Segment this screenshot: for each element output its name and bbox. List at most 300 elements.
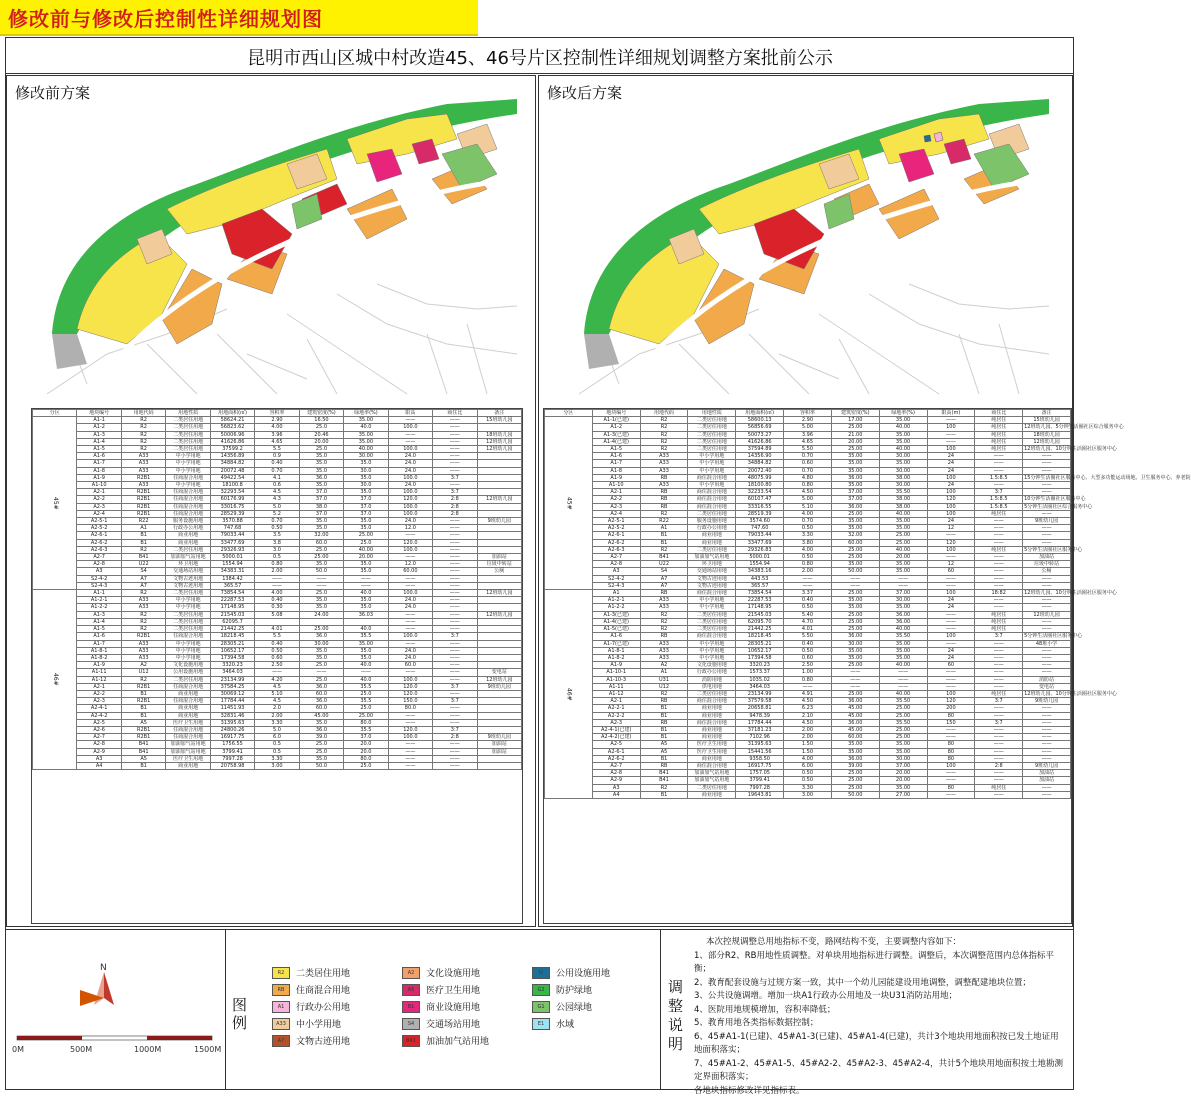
table-cell: 0.70 bbox=[784, 518, 832, 525]
table-cell: 二类居住用地 bbox=[166, 618, 210, 625]
table-cell: 12班幼儿园 bbox=[477, 446, 521, 453]
table-cell: —— bbox=[784, 582, 832, 589]
table-cell: 100.0 bbox=[388, 503, 432, 510]
table-cell: —— bbox=[975, 568, 1023, 575]
table-cell: 37.00 bbox=[831, 489, 879, 496]
table-cell: —— bbox=[975, 604, 1023, 611]
table-cell: R2 bbox=[121, 676, 165, 683]
table-cell: —— bbox=[1023, 741, 1071, 748]
table-cell: 24 bbox=[927, 453, 975, 460]
table-cell: —— bbox=[927, 582, 975, 589]
table-cell: —— bbox=[927, 554, 975, 561]
table-cell: 1.5:8.5 bbox=[975, 496, 1023, 503]
table-row bbox=[545, 575, 1071, 582]
table-cell: —— bbox=[433, 532, 477, 539]
table-cell: —— bbox=[975, 532, 1023, 539]
table-cell: —— bbox=[255, 669, 299, 676]
green-park-mid bbox=[292, 194, 322, 229]
table-cell: 中小学用地 bbox=[688, 654, 736, 661]
table-cell: 100.0 bbox=[388, 424, 432, 431]
table-cell: 20.0 bbox=[344, 741, 388, 748]
legend-swatch: A33 bbox=[272, 1018, 290, 1030]
table-row bbox=[33, 597, 522, 604]
table-cell: 中小学用地 bbox=[166, 647, 210, 654]
table-cell bbox=[477, 546, 521, 553]
table-cell: 60 bbox=[927, 568, 975, 575]
table-cell: 20658.81 bbox=[736, 705, 784, 712]
table-cell: 747.60 bbox=[736, 525, 784, 532]
table-header-cell: 绿地率(%) bbox=[344, 410, 388, 417]
table-cell: 4.00 bbox=[255, 424, 299, 431]
table-cell: 1.50 bbox=[784, 748, 832, 755]
table-cell: 12 bbox=[927, 525, 975, 532]
table-cell: 20.00 bbox=[299, 438, 343, 445]
table-cell: 加油加气站用地 bbox=[688, 777, 736, 784]
table-cell: 35.0 bbox=[299, 525, 343, 532]
table-cell: —— bbox=[927, 626, 975, 633]
table-cell: 公用设施用地 bbox=[166, 669, 210, 676]
table-cell: 40.00 bbox=[879, 546, 927, 553]
yellow-residential-ne bbox=[879, 114, 989, 164]
table-row bbox=[33, 705, 522, 712]
table-cell: A2-4-1 bbox=[77, 705, 121, 712]
table-cell: 二类居住用地 bbox=[688, 424, 736, 431]
table-cell: A2-8 bbox=[77, 561, 121, 568]
table-cell bbox=[255, 618, 299, 625]
table-cell: 25.00 bbox=[831, 611, 879, 618]
table-row bbox=[545, 741, 1071, 748]
table-cell: 2:8 bbox=[433, 496, 477, 503]
table-cell: B1 bbox=[640, 755, 688, 762]
table-cell: 加油加气站用地 bbox=[166, 554, 210, 561]
title-divider bbox=[5, 73, 1074, 74]
table-cell: 二类居住用地 bbox=[166, 446, 210, 453]
table-cell: 消防用地 bbox=[688, 676, 736, 683]
table-cell: A1-5 bbox=[77, 446, 121, 453]
table-cell: 35.00 bbox=[831, 482, 879, 489]
table-cell: 80 bbox=[927, 741, 975, 748]
table-cell: 35.0 bbox=[344, 647, 388, 654]
table-cell: 17394.58 bbox=[736, 654, 784, 661]
table-cell: A1-2 bbox=[77, 424, 121, 431]
table-cell: 2.00 bbox=[255, 568, 299, 575]
table-cell: 35.00 bbox=[879, 518, 927, 525]
table-cell: B41 bbox=[640, 554, 688, 561]
table-cell: A33 bbox=[640, 467, 688, 474]
table-cell: 35.00 bbox=[831, 460, 879, 467]
table-cell: —— bbox=[927, 575, 975, 582]
legend bbox=[272, 966, 652, 1056]
table-cell: 16.50 bbox=[299, 417, 343, 424]
table-cell: A2-9 bbox=[77, 748, 121, 755]
table-cell: 25.0 bbox=[299, 446, 343, 453]
table-cell: —— bbox=[433, 755, 477, 762]
table-cell: A2-5 bbox=[592, 741, 640, 748]
table-cell: 28519.39 bbox=[736, 510, 784, 517]
table-cell: 35.00 bbox=[879, 561, 927, 568]
table-cell: 2.90 bbox=[784, 417, 832, 424]
bottom-divider bbox=[5, 929, 1074, 930]
table-cell: 80.0 bbox=[388, 705, 432, 712]
table-cell: 12班幼儿园 bbox=[1023, 438, 1071, 445]
table-cell: 商业用地 bbox=[688, 734, 736, 741]
table-cell: 20.46 bbox=[299, 431, 343, 438]
fire-station-plot bbox=[924, 135, 931, 142]
table-cell: 4.80 bbox=[784, 474, 832, 481]
table-cell: A1 bbox=[121, 525, 165, 532]
table-cell: A33 bbox=[121, 460, 165, 467]
legend-item bbox=[532, 966, 610, 979]
table-row bbox=[545, 734, 1071, 741]
table-cell: 行政办公用地 bbox=[166, 525, 210, 532]
table-cell: —— bbox=[975, 662, 1023, 669]
table-cell: 商业用地 bbox=[688, 539, 736, 546]
legend-divider-left bbox=[225, 929, 226, 1090]
table-cell: A2-4 bbox=[77, 510, 121, 517]
table-cell: A2-2 bbox=[77, 496, 121, 503]
table-cell: 中小学用地 bbox=[688, 453, 736, 460]
table-cell: 14356.90 bbox=[736, 453, 784, 460]
table-cell: 5000.01 bbox=[736, 554, 784, 561]
table-header-cell: 建筑密度(%) bbox=[299, 410, 343, 417]
table-cell: 60107.47 bbox=[736, 496, 784, 503]
table-cell: 环卫用地 bbox=[688, 561, 736, 568]
table-cell: 中小学用地 bbox=[166, 654, 210, 661]
table-row bbox=[33, 539, 522, 546]
table-cell: A1-9 bbox=[592, 662, 640, 669]
table-cell: —— bbox=[1023, 748, 1071, 755]
table-row bbox=[545, 784, 1071, 791]
table-cell: 中小学用地 bbox=[688, 597, 736, 604]
table-row bbox=[33, 496, 522, 503]
table-cell: 32831.46 bbox=[210, 712, 254, 719]
table-cell: 3320.23 bbox=[210, 662, 254, 669]
table-cell: 3.00 bbox=[255, 762, 299, 769]
table-cell: 35.0 bbox=[299, 604, 343, 611]
table-cell: 4.01 bbox=[784, 626, 832, 633]
table-cell: 40.0 bbox=[344, 626, 388, 633]
table-cell: 15班幼儿园 bbox=[1023, 417, 1071, 424]
table-cell: 19643.81 bbox=[736, 791, 784, 798]
table-cell: —— bbox=[975, 453, 1023, 460]
table-cell: 3799.41 bbox=[736, 777, 784, 784]
table-cell: 30.0 bbox=[344, 482, 388, 489]
table-cell: 56823.62 bbox=[210, 424, 254, 431]
table-cell: 4.00 bbox=[784, 510, 832, 517]
table-header-cell: 地块编号 bbox=[77, 410, 121, 417]
table-cell: —— bbox=[975, 482, 1023, 489]
table-row bbox=[33, 510, 522, 517]
table-cell: 37579.58 bbox=[736, 698, 784, 705]
table-cell: 35.00 bbox=[831, 467, 879, 474]
note-item: 1、部分R2、RB用地性质调整。对单块用地指标进行调整。调整后，本次调整范围内总体指标平衡； bbox=[694, 950, 1066, 977]
table-cell: 住商混合用地 bbox=[166, 496, 210, 503]
table-cell: 2.50 bbox=[784, 662, 832, 669]
table-cell: 25.00 bbox=[831, 424, 879, 431]
table-cell: 35.0 bbox=[344, 654, 388, 661]
table-cell: 35.0 bbox=[344, 604, 388, 611]
table-cell: 4.50 bbox=[784, 698, 832, 705]
table-cell: 31395.63 bbox=[736, 741, 784, 748]
table-cell bbox=[477, 575, 521, 582]
table-cell: 中小学用地 bbox=[688, 640, 736, 647]
zone-cell: 45# bbox=[33, 417, 77, 590]
table-cell: 商住混合用地 bbox=[688, 719, 736, 726]
table-row bbox=[33, 590, 522, 597]
table-cell: —— bbox=[299, 669, 343, 676]
table-cell: —— bbox=[975, 597, 1023, 604]
table-cell: 商业用地 bbox=[688, 712, 736, 719]
table-cell: 35.0 bbox=[344, 525, 388, 532]
table-row bbox=[545, 590, 1071, 597]
table-cell: 12.0 bbox=[388, 525, 432, 532]
table-cell: 25.00 bbox=[831, 784, 879, 791]
before-plan-map[interactable] bbox=[47, 94, 517, 394]
table-cell: 32293.54 bbox=[210, 489, 254, 496]
table-cell: 35.0 bbox=[299, 467, 343, 474]
table-cell: 35.0 bbox=[299, 460, 343, 467]
table-cell: 25.0 bbox=[299, 676, 343, 683]
table-cell: —— bbox=[784, 575, 832, 582]
table-cell: —— bbox=[831, 676, 879, 683]
table-cell: 二类居住用地 bbox=[166, 626, 210, 633]
table-row bbox=[33, 618, 522, 625]
table-cell: 商住混合用地 bbox=[688, 698, 736, 705]
table-cell: B1 bbox=[640, 734, 688, 741]
table-cell: —— bbox=[927, 726, 975, 733]
table-cell: 1756.55 bbox=[210, 741, 254, 748]
table-cell: R2 bbox=[640, 626, 688, 633]
table-cell: 20758.98 bbox=[210, 762, 254, 769]
table-cell: —— bbox=[975, 748, 1023, 755]
table-cell: A7 bbox=[640, 582, 688, 589]
table-cell: 中小学用地 bbox=[688, 647, 736, 654]
table-cell: —— bbox=[1023, 482, 1071, 489]
table-cell: 商住混合用地 bbox=[688, 489, 736, 496]
table-cell: A33 bbox=[640, 640, 688, 647]
table-cell: 32.00 bbox=[299, 532, 343, 539]
table-cell: —— bbox=[433, 690, 477, 697]
table-cell: 纯居住 bbox=[975, 618, 1023, 625]
table-cell: 18218.45 bbox=[210, 633, 254, 640]
table-cell: A1-8-2 bbox=[592, 654, 640, 661]
table-cell: 3.30 bbox=[784, 532, 832, 539]
table-cell: —— bbox=[927, 669, 975, 676]
table-cell: 5.0 bbox=[255, 503, 299, 510]
table-cell: A2-3 bbox=[592, 719, 640, 726]
table-cell: —— bbox=[433, 712, 477, 719]
table-cell: 100 bbox=[927, 633, 975, 640]
table-cell: 35.0 bbox=[299, 647, 343, 654]
table-cell: —— bbox=[255, 582, 299, 589]
table-cell: —— bbox=[1023, 582, 1071, 589]
table-cell: A2-4 bbox=[592, 510, 640, 517]
table-cell: R2 bbox=[640, 611, 688, 618]
table-cell: 24 bbox=[927, 467, 975, 474]
legend-item bbox=[532, 983, 592, 996]
table-cell: A1 bbox=[640, 525, 688, 532]
table-cell: 3:7 bbox=[433, 474, 477, 481]
table-cell: 16917.75 bbox=[736, 762, 784, 769]
table-cell: 0.50 bbox=[784, 770, 832, 777]
table-cell: A1-8-2 bbox=[77, 654, 121, 661]
table-cell: 80 bbox=[927, 712, 975, 719]
table-cell: 3464.03 bbox=[210, 669, 254, 676]
table-cell: —— bbox=[831, 683, 879, 690]
table-cell: 住商混合用地 bbox=[166, 474, 210, 481]
table-cell: 35.5 bbox=[344, 726, 388, 733]
table-row bbox=[33, 640, 522, 647]
table-cell: A2-2 bbox=[592, 496, 640, 503]
table-cell: —— bbox=[388, 755, 432, 762]
table-cell: 二类居住用地 bbox=[688, 431, 736, 438]
table-cell: A2-5-2 bbox=[77, 525, 121, 532]
table-cell: 40.00 bbox=[344, 446, 388, 453]
table-row bbox=[545, 748, 1071, 755]
table-cell: —— bbox=[879, 582, 927, 589]
note-item: 4、医院用地规模增加，容积率降低； bbox=[694, 1004, 1066, 1018]
table-cell: 2.0 bbox=[255, 705, 299, 712]
table-cell: —— bbox=[1023, 791, 1071, 798]
notes-list bbox=[694, 950, 1066, 1098]
table-cell: A1-4(已建) bbox=[592, 438, 640, 445]
table-cell: 10652.17 bbox=[210, 647, 254, 654]
table-cell: B1 bbox=[640, 726, 688, 733]
table-cell: 9班幼儿园 bbox=[1023, 698, 1071, 705]
table-cell: A33 bbox=[640, 647, 688, 654]
table-cell: 9班幼儿园 bbox=[477, 734, 521, 741]
table-cell: 30.00 bbox=[299, 640, 343, 647]
table-cell: A1-4(已建) bbox=[592, 618, 640, 625]
table-cell: 33316.55 bbox=[736, 503, 784, 510]
table-cell: 中小学用地 bbox=[166, 453, 210, 460]
note-item: 5、教育用地各类指标数据控制； bbox=[694, 1017, 1066, 1031]
table-cell bbox=[477, 510, 521, 517]
table-cell: R2 bbox=[640, 438, 688, 445]
table-cell: —— bbox=[975, 640, 1023, 647]
table-cell: 38.00 bbox=[879, 496, 927, 503]
table-cell: 3320.23 bbox=[736, 662, 784, 669]
table-cell: 36.0 bbox=[299, 698, 343, 705]
table-cell: 行政办公用地 bbox=[688, 669, 736, 676]
table-cell: 30.00 bbox=[879, 453, 927, 460]
table-cell: —— bbox=[975, 770, 1023, 777]
table-cell: 36.00 bbox=[831, 719, 879, 726]
table-cell: 住商混合用地 bbox=[166, 698, 210, 705]
table-cell: U31 bbox=[640, 676, 688, 683]
table-cell: 30.00 bbox=[879, 597, 927, 604]
table-cell bbox=[477, 597, 521, 604]
table-cell: 纯居住 bbox=[975, 690, 1023, 697]
table-cell: 36.00 bbox=[831, 698, 879, 705]
table-cell: 0.5 bbox=[255, 748, 299, 755]
table-cell bbox=[477, 705, 521, 712]
table-cell: 4.50 bbox=[784, 489, 832, 496]
table-cell: 商业用地 bbox=[166, 690, 210, 697]
table-cell: 中小学用地 bbox=[166, 482, 210, 489]
table-cell: 二类居住用地 bbox=[688, 438, 736, 445]
table-cell: 25.00 bbox=[879, 539, 927, 546]
table-cell: 5.0 bbox=[255, 726, 299, 733]
table-cell: —— bbox=[388, 719, 432, 726]
table-cell: 0.80 bbox=[784, 561, 832, 568]
table-cell: 35.00 bbox=[879, 604, 927, 611]
table-cell: 35.0 bbox=[344, 518, 388, 525]
table-cell: 20.00 bbox=[879, 770, 927, 777]
table-cell: 36.00 bbox=[879, 611, 927, 618]
table-cell: R2 bbox=[121, 424, 165, 431]
table-row bbox=[545, 719, 1071, 726]
table-cell: 2:8 bbox=[433, 510, 477, 517]
table-row bbox=[545, 669, 1071, 676]
table-cell: 7102.96 bbox=[736, 734, 784, 741]
table-cell: —— bbox=[1023, 669, 1071, 676]
table-cell: —— bbox=[388, 712, 432, 719]
table-cell: —— bbox=[388, 748, 432, 755]
table-header-cell: 限高(m) bbox=[927, 410, 975, 417]
table-cell: 20072.40 bbox=[736, 467, 784, 474]
legend-item bbox=[272, 1017, 341, 1030]
table-cell: 25.00 bbox=[831, 590, 879, 597]
table-cell: 4.00 bbox=[784, 755, 832, 762]
table-cell: 2.50 bbox=[255, 662, 299, 669]
table-cell: 30.00 bbox=[879, 482, 927, 489]
table-cell: 37584.25 bbox=[210, 683, 254, 690]
table-cell: —— bbox=[433, 525, 477, 532]
table-cell: A2-3 bbox=[77, 503, 121, 510]
table-cell: 62095.70 bbox=[736, 618, 784, 625]
legend-title: 图例 bbox=[232, 996, 248, 1032]
table-cell: 0.50 bbox=[784, 647, 832, 654]
table-cell: 100.0 bbox=[388, 633, 432, 640]
table-cell: 150 bbox=[927, 719, 975, 726]
table-cell: —— bbox=[1023, 654, 1071, 661]
table-cell: 17148.95 bbox=[736, 604, 784, 611]
table-cell: A1-1 bbox=[77, 417, 121, 424]
table-cell: R2 bbox=[121, 417, 165, 424]
table-cell: 二类居住用地 bbox=[166, 431, 210, 438]
table-row bbox=[33, 525, 522, 532]
table-cell: 50.00 bbox=[831, 568, 879, 575]
header-banner bbox=[0, 0, 478, 36]
table-cell: 39.00 bbox=[831, 762, 879, 769]
table-cell: B1 bbox=[121, 532, 165, 539]
table-cell: 4.65 bbox=[784, 438, 832, 445]
table-cell: A1-9 bbox=[77, 662, 121, 669]
table-cell: 73854.54 bbox=[210, 590, 254, 597]
table-header-cell: 用地代码 bbox=[121, 410, 165, 417]
table-cell: 二类居住用地 bbox=[688, 784, 736, 791]
table-cell: R2B1 bbox=[121, 496, 165, 503]
table-row bbox=[545, 532, 1071, 539]
table-row bbox=[33, 604, 522, 611]
table-cell: U12 bbox=[640, 683, 688, 690]
table-cell: 0.50 bbox=[255, 525, 299, 532]
table-cell: 9班幼儿园 bbox=[477, 518, 521, 525]
table-cell: 医疗卫生用地 bbox=[166, 755, 210, 762]
before-index-table bbox=[31, 408, 523, 924]
table-header-cell: 地块编号 bbox=[592, 410, 640, 417]
table-cell bbox=[477, 525, 521, 532]
table-cell: 30.00 bbox=[879, 467, 927, 474]
after-plan-map[interactable] bbox=[579, 94, 1049, 394]
table-cell: 商业用地 bbox=[166, 705, 210, 712]
table-row bbox=[545, 503, 1071, 510]
table-cell: 纯居住 bbox=[975, 424, 1023, 431]
table-cell: 35.00 bbox=[831, 741, 879, 748]
table-cell: 60176.99 bbox=[210, 496, 254, 503]
table-cell bbox=[477, 690, 521, 697]
